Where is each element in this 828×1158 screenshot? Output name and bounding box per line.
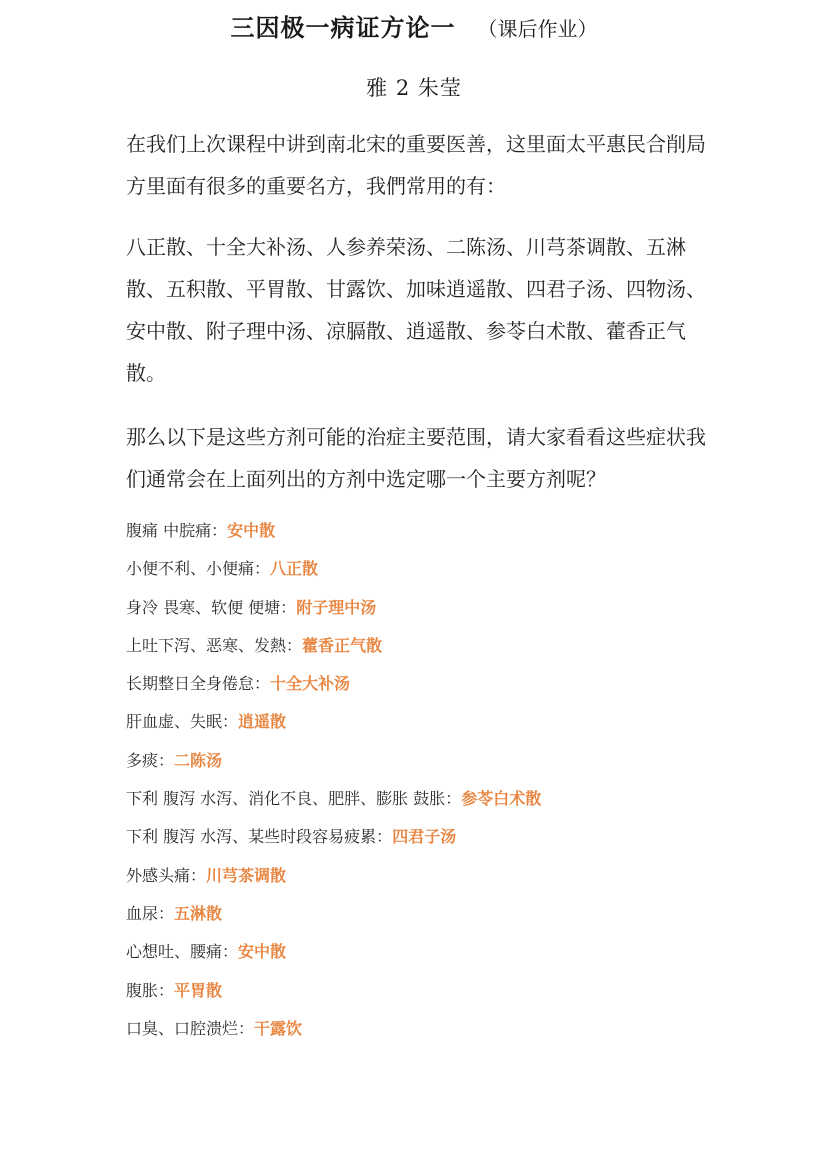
question-paragraph: 那么以下是这些方剂可能的治症主要范围，请大家看看这些症状我们通常会在上面列出的方剂中选定哪一个主要方剂呢？	[126, 425, 706, 491]
title-row	[0, 8, 828, 43]
qa-item	[126, 512, 766, 550]
symptom-text: 口臭、口腔溃烂：	[126, 1018, 255, 1038]
qa-item	[126, 972, 766, 1010]
answer-text: 二陈汤	[174, 750, 223, 770]
symptom-text: 肝血虚、失眠：	[126, 712, 239, 732]
symptom-text: 下利 腹泻 水泻、某些时段容易疲累：	[126, 827, 393, 847]
answer-text: 干露饮	[254, 1018, 303, 1038]
symptom-text: 上吐下泻、恶寒、发熱：	[126, 635, 303, 655]
qa-item	[126, 818, 766, 856]
symptom-text: 下利 腹泻 水泻、消化不良、肥胖、膨胀 鼓胀：	[126, 789, 462, 809]
qa-item	[126, 780, 766, 818]
answer-text: 附子理中汤	[296, 597, 377, 617]
qa-item	[126, 627, 766, 665]
answer-text: 逍遥散	[238, 712, 287, 732]
qa-item	[126, 895, 766, 933]
qa-item	[126, 1010, 766, 1048]
qa-list	[126, 512, 766, 1048]
qa-item	[126, 589, 766, 627]
answer-text: 川芎茶调散	[206, 865, 287, 885]
answer-text: 四君子汤	[392, 827, 457, 847]
answer-text: 平胃散	[174, 980, 223, 1000]
answer-text: 五淋散	[174, 903, 223, 923]
symptom-text: 腹胀：	[126, 980, 175, 1000]
qa-item	[126, 742, 766, 780]
symptom-text: 血尿：	[126, 903, 175, 923]
symptom-text: 多痰：	[126, 750, 175, 770]
symptom-text: 腹痛 中脘痛：	[126, 521, 228, 540]
symptom-text: 身冷 畏寒、软便 便塘：	[126, 597, 297, 617]
qa-item	[126, 857, 766, 895]
intro-paragraph: 在我们上次课程中讲到南北宋的重要医善，这里面太平惠民合削局方里面有很多的重要名方，我們常用的有：	[126, 132, 706, 198]
answer-text: 安中散	[238, 942, 287, 962]
answer-text: 参苓白术散	[461, 789, 542, 809]
formula-list-paragraph: 八正散、十全大补汤、人参养荣汤、二陈汤、川芎茶调散、五淋散、五积散、平胃散、甘露饮、加味逍遥散、四君子汤、四物汤、安中散、附子理中汤、凉膈散、逍遥散、参苓白术散、藿香正气散。	[126, 235, 706, 385]
qa-item	[126, 933, 766, 971]
qa-item	[126, 703, 766, 741]
symptom-text: 小便不利、小便痛：	[126, 559, 271, 579]
symptom-text: 外感头痛：	[126, 865, 207, 885]
document-title: 三因极一病证方论一	[230, 13, 456, 42]
qa-item	[126, 550, 766, 588]
answer-text: 安中散	[227, 521, 276, 540]
qa-item	[126, 665, 766, 703]
document-subtitle: （课后作业）	[477, 17, 598, 41]
author-line: 雅 2 朱莹	[366, 76, 462, 100]
symptom-text: 长期整日全身倦怠：	[126, 674, 271, 694]
answer-text: 藿香正气散	[302, 635, 383, 655]
answer-text: 十全大补汤	[270, 674, 351, 694]
answer-text: 八正散	[270, 559, 319, 579]
symptom-text: 心想吐、腰痛：	[126, 942, 239, 962]
